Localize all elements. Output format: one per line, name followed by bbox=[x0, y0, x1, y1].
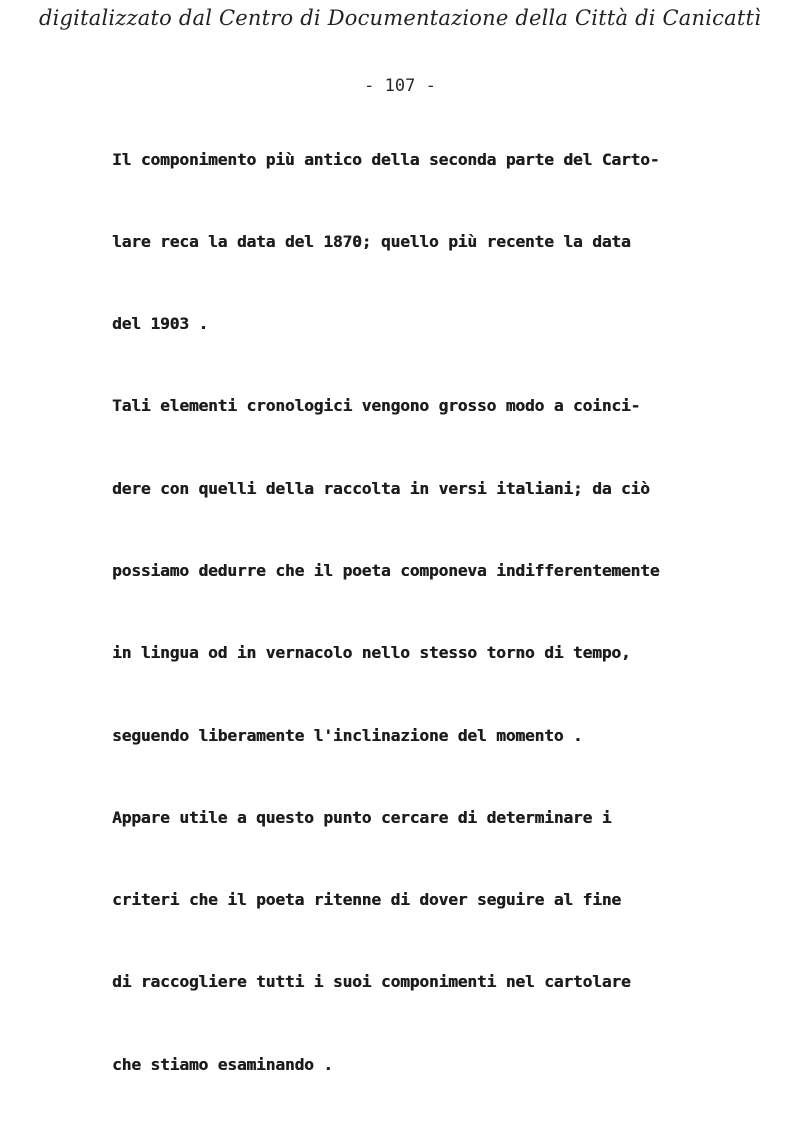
text-line: del 1903 . bbox=[112, 314, 209, 333]
text-line: in lingua od in vernacolo nello stesso torno di tempo, bbox=[112, 643, 631, 662]
text-line: lare reca la data del 1870; quello più recente la data bbox=[112, 232, 631, 251]
digitization-watermark: digitalizzato dal Centro di Documentazione della Città di Canicattì bbox=[38, 6, 762, 30]
text-line: Il componimento più antico della seconda parte del Carto- bbox=[112, 150, 660, 169]
text-line: possiamo dedurre che il poeta componeva indifferentemente bbox=[112, 561, 660, 580]
text-line: dere con quelli della raccolta in versi italiani; da ciò bbox=[112, 479, 650, 498]
text-line: Tali elementi cronologici vengono grosso modo a coinci- bbox=[112, 396, 641, 415]
text-line: Appare utile a questo punto cercare di determinare i bbox=[112, 808, 612, 827]
text-line: seguendo liberamente l'inclinazione del momento . bbox=[112, 726, 583, 745]
page-number: - 107 - bbox=[364, 76, 436, 96]
text-line: criteri che il poeta ritenne di dover seguire al fine bbox=[112, 890, 621, 909]
text-line: che stiamo esaminando . bbox=[112, 1055, 333, 1074]
text-line: di raccogliere tutti i suoi componimenti nel cartolare bbox=[112, 972, 631, 991]
